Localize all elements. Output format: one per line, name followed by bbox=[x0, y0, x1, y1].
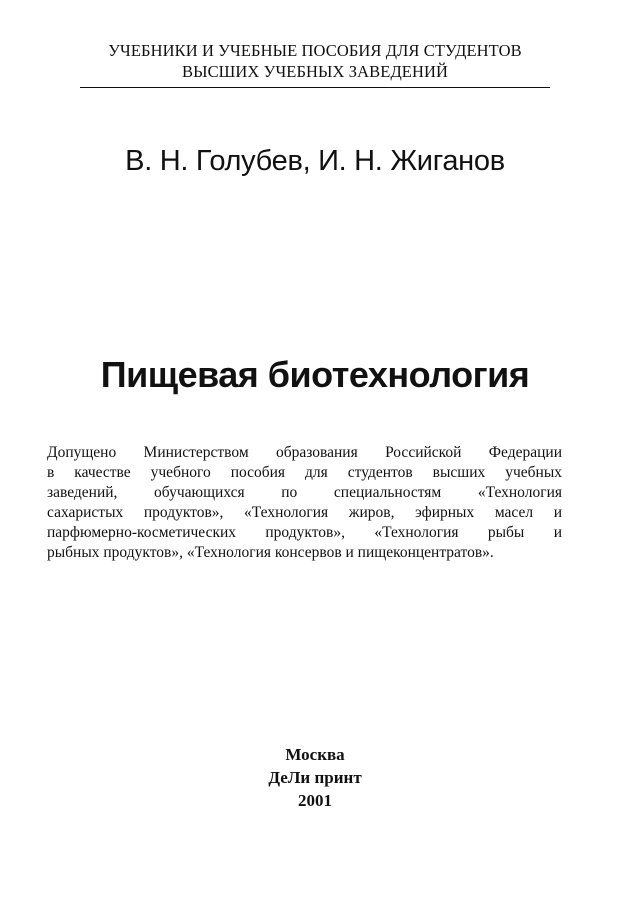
imprint-block bbox=[0, 743, 630, 812]
imprint-year: 2001 bbox=[298, 791, 332, 810]
approval-line-2: в качестве учебного пособия для студентов высших учебных bbox=[47, 464, 562, 481]
approval-line-1: Допущено Министерством образования Российской Федерации bbox=[47, 444, 562, 461]
series-heading-line-1: УЧЕБНИКИ И УЧЕБНЫЕ ПОСОБИЯ ДЛЯ СТУДЕНТОВ bbox=[108, 41, 522, 60]
series-heading-line-2: ВЫСШИХ УЧЕБНЫХ ЗАВЕДЕНИЙ bbox=[181, 62, 449, 81]
series-heading bbox=[60, 40, 570, 82]
approval-line-5: парфюмерно-косметических продуктов», «Технология рыбы и bbox=[47, 524, 562, 541]
series-underline-divider bbox=[80, 87, 550, 88]
approval-line-6: рыбных продуктов», «Технология консервов и пищеконцентратов». bbox=[47, 544, 494, 561]
book-title: Пищевая биотехнология bbox=[100, 354, 530, 395]
imprint-publisher: ДеЛи принт bbox=[268, 768, 362, 787]
book-authors: В. Н. Голубев, И. Н. Жиганов bbox=[125, 145, 505, 177]
approval-statement bbox=[47, 443, 562, 563]
imprint-city: Москва bbox=[285, 745, 345, 764]
approval-line-4: сахаристых продуктов», «Технология жиров, эфирных масел и bbox=[47, 504, 562, 521]
approval-line-3: заведений, обучающихся по специальностям «Технология bbox=[47, 484, 562, 501]
